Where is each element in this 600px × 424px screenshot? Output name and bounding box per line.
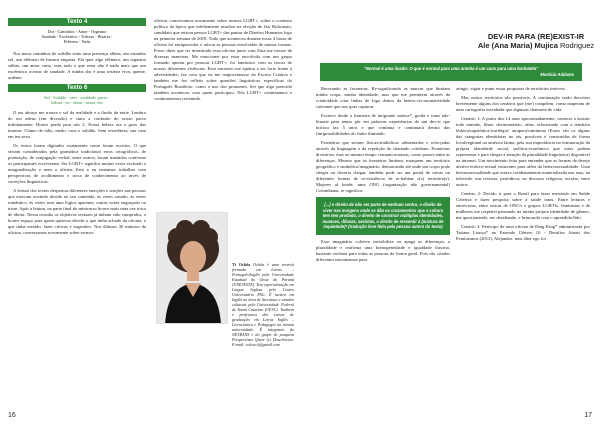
page-number-right: 17 xyxy=(584,412,592,419)
right-column-1 xyxy=(316,86,450,266)
body-paragraph: oficina, conversamos novamente sobre sermos LGBT+, sobre o contexto político da época que infelizmente resultou na eleição de Jair Bolsonaro, candidato que retirou pessoa LGBT+ das pautas de Direitos Humanos logo na primeira semana de 2019. Tudo que aconteceu durante essas 4 horas de oficina foi enriquecedor e ativou as pessoas envolvidas de muitas formas. Posso dizer que ter ministrado essa oficina junto com Zara me trouxe de diversas maneiras. Me emocionei por estar envolvida com um grupo formado apenas por pessoas LGBT+, foi fantástico com as trocas de nossas diferentes vivências. Esse encontro me ajudou a ser forte frente a adversidades, fez com que eu me reaproximasse da Escrita Criativa e também me fez refletir sobre questões linguísticas específicas do Português Brasileiro, como o uso dos pronomes. Sei que algo parecido também aconteceu com quem participou. Nós LGBT+ continuamos e continuaremos resistindo. xyxy=(154,18,292,101)
author-caption xyxy=(232,262,294,347)
article-author xyxy=(476,41,596,50)
left-column-2 xyxy=(154,18,292,105)
poem-title-4: Texto 4 xyxy=(8,18,146,26)
scenario-2: Cenário 2: Decido ir para o Brasil para fazer mestrado em Saúde Coletiva e fazer pesquisa sobre a saúde trans. Entre leituras e entrevistas, entre visitas de ONG's e grupos LGBTIs, feministas e de mulheres me respeitei pensando na minha própria identidade de gênero, me questionando, me desafiando, e brincando com o aprendido/lido. xyxy=(456,191,590,220)
poem-4-line-2: Saudade - Excêntrico - Tristeza - Bizarra - xyxy=(41,34,113,40)
epigraph-banner xyxy=(320,63,582,81)
body-paragraph: A leitura dos textos despertou diferentes emoções e reações nas pessoas que estavam ouvindo devido ao seu conteúdo, às vezes ousado, às vezes romântico, às vezes sem uma lógica aparente, outras vezes engraçado ou triste. Após a leitura, na parte final do minicurso houve mais uma vez troca de ideias. Nessa ocasião os objetivos textuais já tinham sido cumpridos, o houve espaço para quem quisesse dividir o que tinha achado da oficina, o que tinha sentido, fazer críticas e sugestões. Nos últimos 30 minutos da oficina, conversamos novamente sobre sermos xyxy=(8,188,146,236)
scenario-1: Cenário 1: A partir dos 14 anos aproximadamente, comecei a assistir todo sentado, filme, documentário, afins, relacionado com a temática lésbica/sapatônica/sortilégio/ atrapera/caminona (Esses são os alguns das categorias identitárias no rás, possíveis e construídas de forma local/regional na américa latina, pela sua importância na estruturação da própria identidade social, política-econômica que estas podem representar e para chegar à atenção da pluralidade linguística) disponível na internet. Um movimento feito para entender que as formas de desejo afetivo-erótico-sexual existentes para além da heterossexualidade. Uma heterossexualidade que estava cotidianamente materializada nas ruas, na televisão, nas revistas, periódicos, no discurso religioso, escolar, entre outros. xyxy=(456,116,590,187)
author-bio: Ochôa é uma travesti formada em Letras – Português/Inglês pela Universidade Estadual do Oeste do Paraná (UNIOESTE). Tem especialização em Língua Inglesa pelo Centro Universitário FAG. É mestra em Inglês na área de literatura e estudos culturais pela Universidade Federal de Santa Catarina (UFSC). Também é professora dos cursos de graduação em Letras Inglês – Licenciatura e Pedagogia na mesma universidade. É integrante do NETRANS e do grupo de pesquisa Perspectivas Queer (c) Dosciências. xyxy=(232,262,294,342)
right-page xyxy=(300,0,600,424)
body-paragraph: atingir, vigiar e punir essas propostas de territórios imóveis. xyxy=(456,86,566,91)
quote-inset: [...] o direito de não ser parte de nenhum centro, o direito de viver nas margens onde se dão os cruzamentos que a cultura tem tem proibido, o direito de construir múltiplas identidades, nuances, difusas, sexistas, o direito de ressentir à (mistura de inquietude)* (tradução livre feita pela pessoa autora do texto) xyxy=(316,197,450,235)
body-paragraph: Esse imaginário coletivo invisibiliza ou apaga as diferenças, a pluralidade e reafirma uma homogeneidade e igualdade ilusória, bastante violenta para todas as pessoas de forma geral. Pois são criados diferentes mecanismos para xyxy=(316,238,450,262)
body-paragraph: Recreando as fronteiras. Re-significando as marcas que limitam minha corpa, minha identidade, mas que me permitem através da criatividade criar linhas de fuga dentro da hetero-cis-normatividade cativante que nos quer capturar. xyxy=(316,86,450,109)
poem-6-line-2: beleza - eu - sêxus - nossa -teu xyxy=(51,99,103,105)
poem-title-6: Texto 6 xyxy=(8,84,146,92)
portrait-illustration xyxy=(157,213,228,324)
page-number-left: 16 xyxy=(8,412,16,419)
author-name: Tí Ochôa xyxy=(232,262,251,267)
author-name-bold: Ale (Ana Maria) Mujica xyxy=(477,41,558,50)
right-column-2 xyxy=(456,86,590,245)
body-paragraph: Os textos foram digitados exatamente como foram escritos. O que seriam considerados pela gramática tradicional erros ortográficos, de pontuação, de conjugação verbal, entre outros, foram mantidos conforme os participantes escreveram. Ser LGBT+ significa muitas vezes exclusão e marginalização e nem a oficina Zara e eu tentamos trabalhar com perspectivas de acolhimento e troca de conhecimento ao invés de correções linguísticas. xyxy=(8,143,146,185)
body-paragraph: Mas outros territórios são possíveis. A continuação serão descritos brevemente alguns dos cenários que (me) compõem, como mapeiam de uma cartografia inacabada que algumas chamaria de vida. xyxy=(456,95,590,112)
scenario-3: Cenário 3: Participo de uma oficina de Drag King* administrada por Tatiana Lionço* no Fazendo Gênero 10 - Desafios Atuais dos Feminismos (2013). Alejandro, meu álter ego foi xyxy=(456,224,590,241)
author-email: E-mail: ochoa.ti@gmail.com xyxy=(232,342,280,347)
poem-4-line-1: Dor - Caminhos - Amor - Orgasmo xyxy=(47,29,107,34)
article-title: DEV-IR PARA (RE)EXIST-IR xyxy=(487,32,585,41)
poem-6-line-1: Sol - Solidão - caos - realidade -pacto - xyxy=(44,94,110,100)
poem-4-line-3: Efêmero - Nada xyxy=(63,39,91,45)
poem-6-text: O teu abraço me trouxe o sol da realidade e a ilusão da noite. Lembro do teu adeus (em diversão) e sinto a confusão do nosso pacto infinitamente. Houve perda para nós 2. Nossa beleza era o gozo das tiranias. Clamo de ódio, medo, caos e solidão. Sem resistência, sua casa em teu sexo. xyxy=(8,110,146,140)
epigraph-author: Morticia Addams xyxy=(540,71,574,77)
body-paragraph: Fronteiras que seriam físicas/simbólicas alimentadas e reforçadas através da linguagem e da repetição do chamado cotidiano. Fronteiras divisórias, mas ao mesmo tempo comunicacionais, como pontes entre as diferenças. Mesmo que as fronteiras limitem, marquem um território geográfico e simbólico/imaginário, demarcando até onde um corpo pode chegar ou deveria chegar, também pode ser um portal de novas ou diferentes formas de re-existência de re-habitar o(s) território(s). Mujeres al borde, uma ONG (organização não governamental) Colombiana, re-significa: xyxy=(316,140,450,193)
author-photo xyxy=(156,212,228,324)
poem-4-text: Nos meus caminhos de solidão sinto uma presença alheia, um estranho sol, um efêmero de bizarra empatia. Ela quer algo efêmero, um orgasmo súbito, um amor curto, mas tudo o que resta não é nada mais que um excêntrico oceano de saudade. A minha dor é uma tristeza viva, quente, ardente. xyxy=(8,50,146,80)
author-surname: Rodriguez xyxy=(557,41,595,50)
left-column-1 xyxy=(8,18,146,239)
body-paragraph: Escrevo desde a fronteira de imigrante sudaca*, gorda e trans não-binarie para tentar pôr em palavras experiências de um dev-ir que iniciou faz 5 anos e que continua e continuará dentro das (im)possibilidades do finito ilimitado. xyxy=(316,113,450,136)
epigraph-quote: "Normal é uma ilusão: O que é normal para uma aranha é um caos para uma borboleta" xyxy=(363,66,539,71)
